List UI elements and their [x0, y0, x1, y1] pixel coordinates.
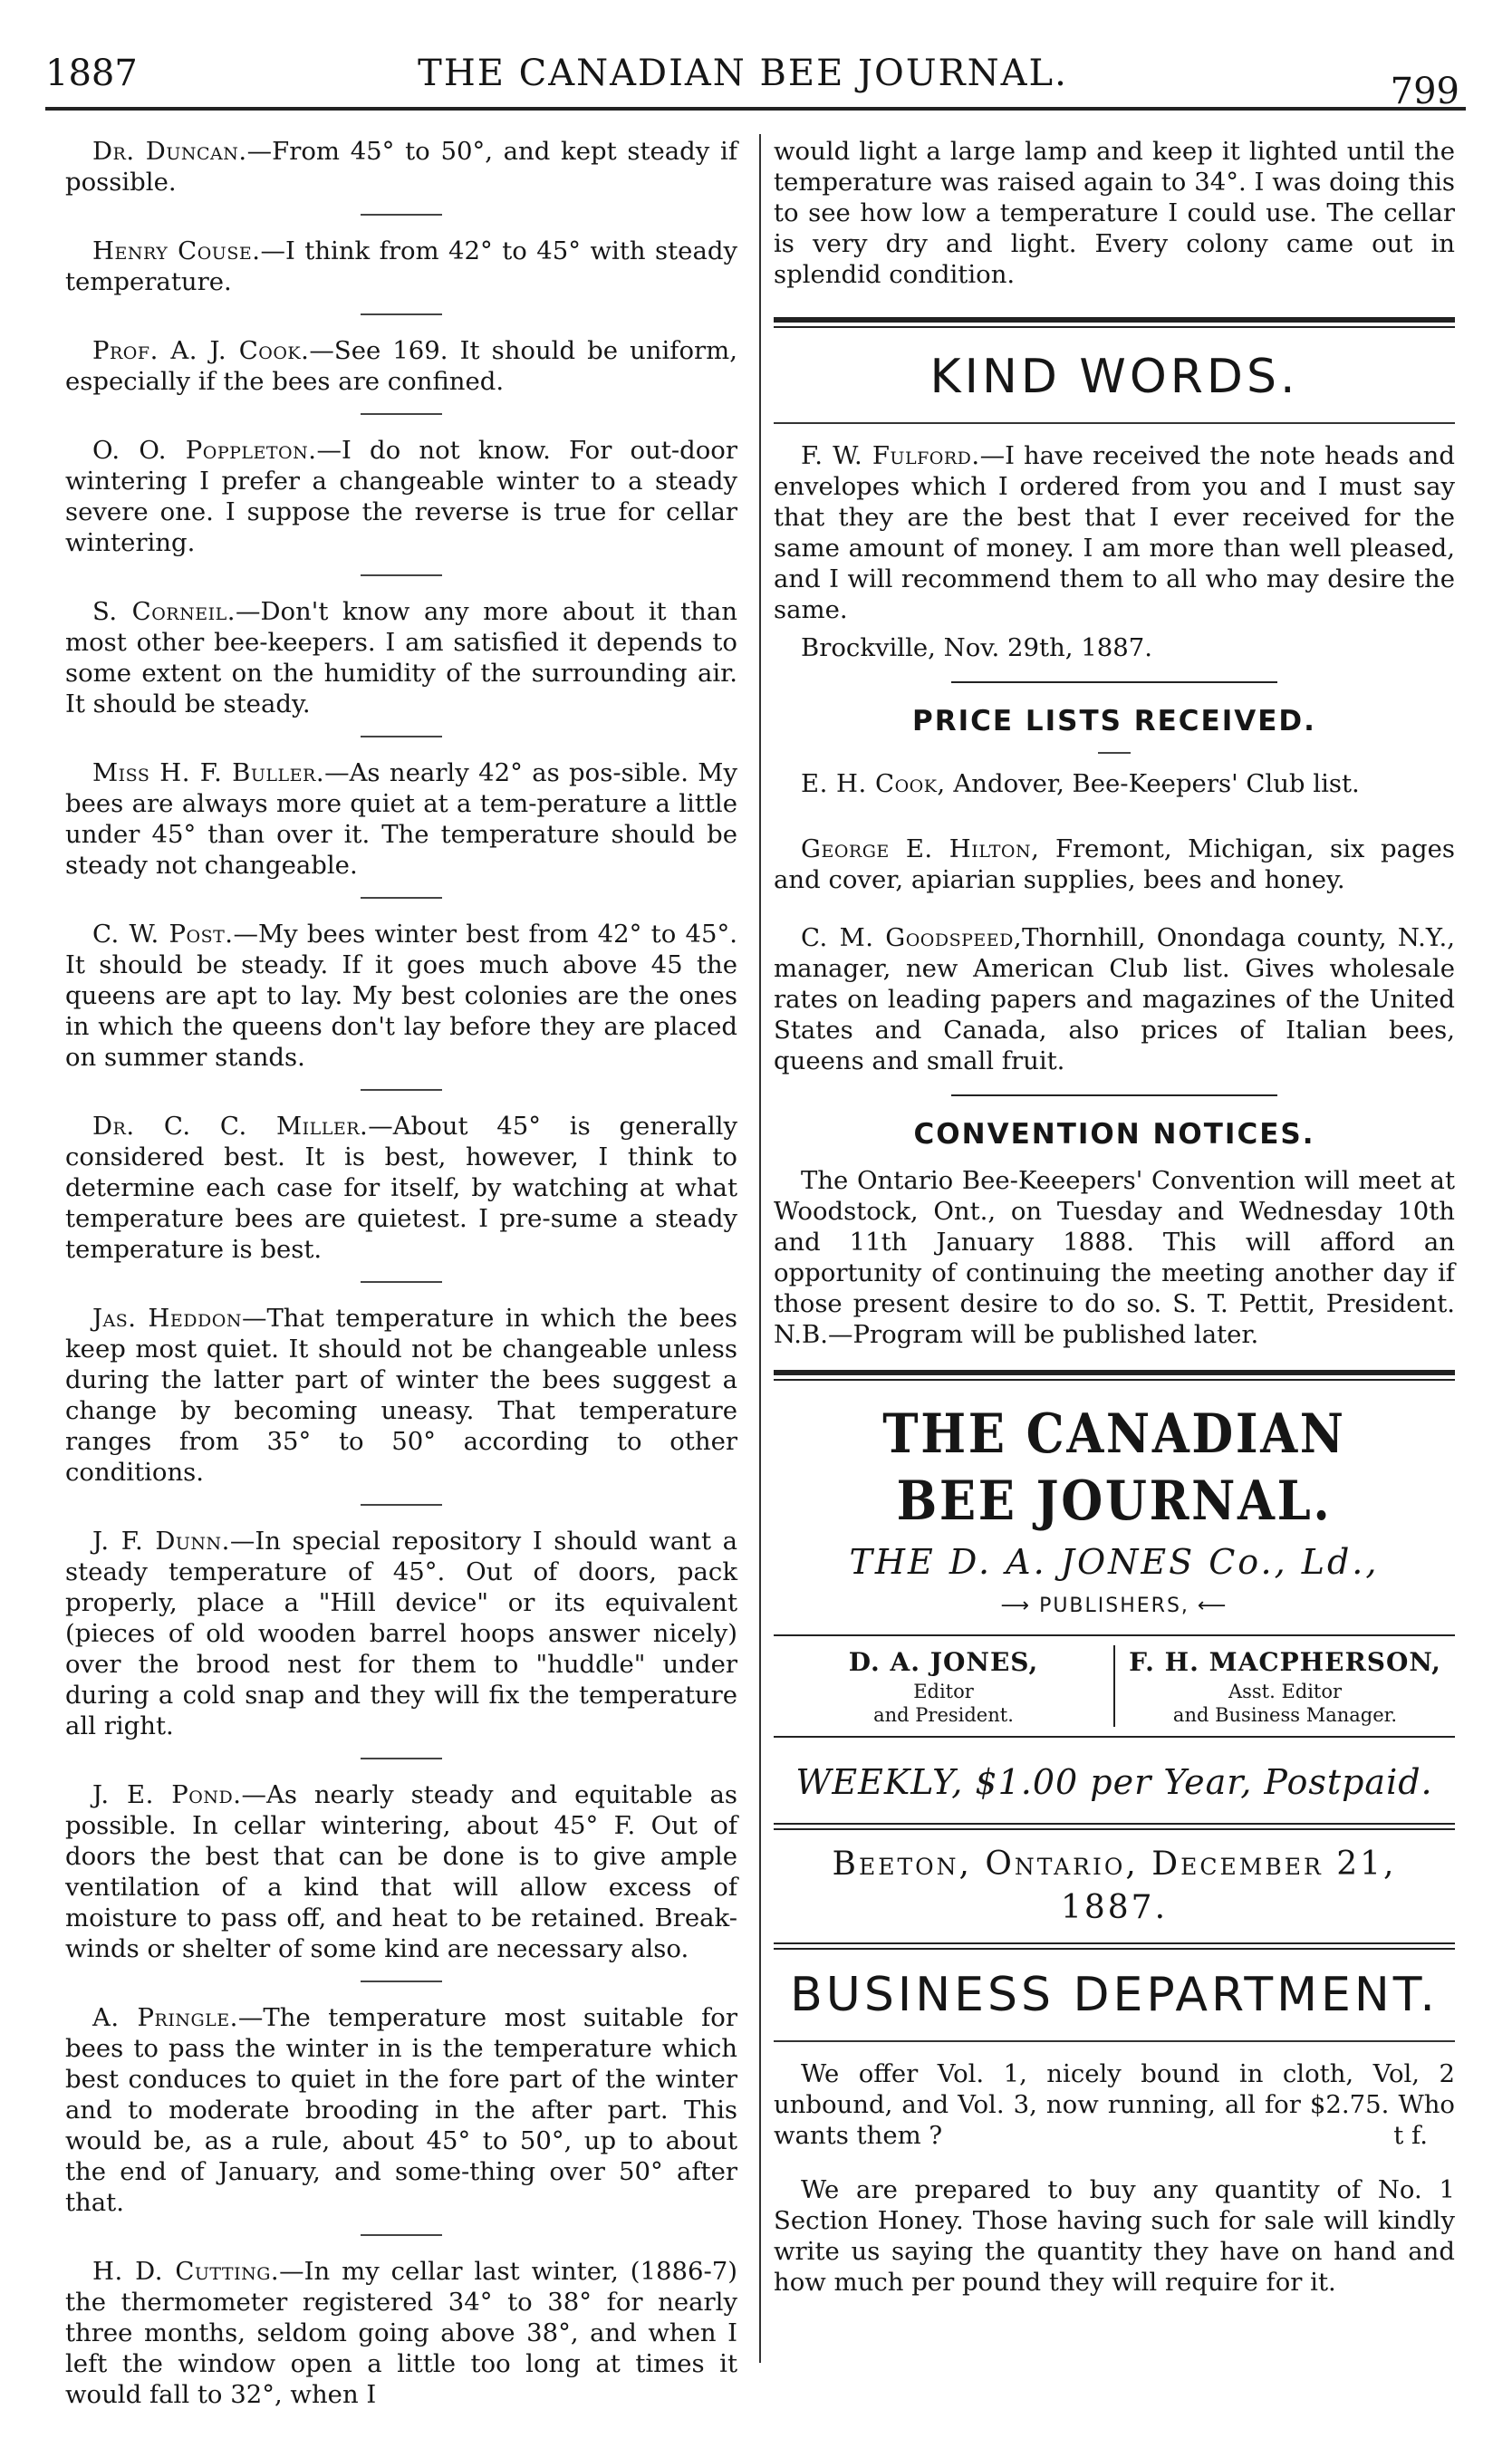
price-list-text: Fremont, Michigan, six pages and cover, apiarian supplies, bees and honey.: [774, 834, 1455, 894]
respondent-name: Dr. C. C. Miller.: [92, 1112, 369, 1141]
response-text: —Don't know any more about it than most other bee-keepers. I am satisfied it depends to some extent on the humidity of the surrounding air. It should be steady.: [65, 597, 737, 718]
response-entry: [65, 1779, 737, 1964]
double-rule: [774, 1942, 1455, 1950]
response-text: —In special repository I should want a steady temperature of 45°. Out of doors, pack properly, place a "Hill device" or its equivalent (pieces of old wooden barrel hoops answer nicely) over the brood nest for them to "huddle" under during a cold snap and they will fix the temperature all right.: [65, 1527, 737, 1740]
dateline: Beeton, Ontario, December 21, 1887.: [832, 1846, 1397, 1926]
section-rule: [774, 2040, 1455, 2042]
response-text: —From 45° to 50°, and kept steady if possible.: [65, 137, 737, 197]
price-list-source: George E. Hilton,: [801, 834, 1040, 863]
publishers-label: ⟶ PUBLISHERS, ⟵: [1000, 1595, 1228, 1617]
price-list-source: C. M. Goodspeed,: [801, 923, 1023, 952]
response-text: —See 169. It should be uniform, especially if the bees are confined.: [65, 336, 737, 396]
respondent-name: H. D. Cutting.: [92, 2257, 280, 2286]
section-rule: [774, 317, 1455, 328]
letter-signoff: Brockville, Nov. 29th, 1887.: [801, 633, 1152, 662]
header-page-number: 799: [1390, 71, 1459, 112]
convention-heading: CONVENTION NOTICES.: [913, 1118, 1315, 1151]
response-text: —In my cellar last winter, (1886-7) the thermometer registered 34° to 38° for nearly three months, seldom going above 38°, and when I left the window open a little too long at times it would fall to 32°, when I: [65, 2257, 737, 2409]
masthead-publisher: THE D. A. JONES Co., Ld.,: [849, 1542, 1380, 1582]
response-entry: [65, 596, 737, 719]
respondent-name: S. Corneil.: [92, 597, 236, 626]
respondent-name: J. E. Pond.: [92, 1780, 242, 1809]
left-column: [65, 136, 737, 2448]
price-list-item: [774, 834, 1455, 895]
editor-cell: [774, 1645, 1115, 1727]
response-entry: [65, 919, 737, 1073]
response-entry: [65, 136, 737, 198]
response-entry: [65, 1111, 737, 1265]
kind-words-letter: [774, 440, 1455, 625]
response-text: —As nearly steady and equitable as possible. In cellar wintering, about 45° F. Out of doors the best that can be done is to give ample ventilation of a kind that will allow excess of moisture to pass off, and heat to be retained. Break-winds or shelter of some kind are necessary also.: [65, 1780, 738, 1963]
column-divider: [759, 134, 761, 2363]
masthead-title: THE CANADIAN BEE JOURNAL.: [882, 1402, 1346, 1533]
price-list-item: [774, 768, 1455, 799]
response-entry: [65, 757, 737, 881]
section-rule: [774, 1370, 1455, 1381]
respondent-name: C. W. Post.: [92, 920, 234, 949]
respondent-name: J. F. Dunn.: [92, 1527, 230, 1556]
asst-editor-name: F. H. MACPHERSON,: [1129, 1647, 1441, 1677]
response-entry: [65, 335, 737, 397]
kind-words-heading: KIND WORDS.: [929, 350, 1299, 404]
response-text: —That temperature in which the bees keep most quiet. It should not be changeable unless during the latter part of winter the bees suggest a change by becoming uneasy. That temperature ranges from 35° to 50° according to other conditions.: [65, 1304, 738, 1487]
respondent-name: Prof. A. J. Cook.: [92, 336, 310, 365]
response-entry: [65, 1303, 737, 1488]
editor-role-2: and President.: [873, 1704, 1014, 1726]
double-rule: [774, 1823, 1455, 1830]
response-entry: [65, 236, 737, 297]
business-honey-notice: We are prepared to buy any quantity of No. 1 Section Honey. Those having such for sale will kindly write us saying the quantity they have on hand and how much per pound they will require for it.: [774, 2175, 1455, 2297]
editor-name: D. A. JONES,: [848, 1647, 1039, 1677]
asst-editor-role-2: and Business Manager.: [1172, 1704, 1398, 1726]
short-rule: [1098, 752, 1131, 754]
business-heading: BUSINESS DEPARTMENT.: [790, 1968, 1439, 2022]
respondent-name: Miss H. F. Buller.: [92, 758, 325, 787]
subscription-rate: WEEKLY, $1.00 per Year, Postpaid.: [795, 1762, 1433, 1802]
response-entry: [65, 2002, 737, 2218]
asst-editor-cell: [1115, 1645, 1455, 1727]
letter-author: F. W. Fulford.: [801, 441, 980, 470]
response-text: —I do not know. For out-door wintering I prefer a changeable winter to a steady severe one. I suppose the reverse is true for cellar wintering.: [65, 436, 738, 557]
publishers-text: PUBLISHERS,: [1039, 1595, 1189, 1617]
response-entry: [65, 2256, 737, 2410]
editor-role: Editor: [913, 1681, 974, 1702]
section-rule: [774, 422, 1455, 424]
response-text: —I think from 42° to 45° with steady temperature.: [65, 236, 737, 296]
response-entry: [65, 1526, 737, 1741]
response-text: —The temperature most suitable for bees to pass the winter in is the temperature which best conduces to quiet in the fore part of the winter and to moderate brooding in the after part. This would be, as a rule, about 45° to 50°, up to about the end of January, and some-thing over 50° after that.: [65, 2003, 737, 2217]
respondent-name: O. O. Poppleton.: [92, 436, 317, 465]
price-list-item: [774, 922, 1455, 1076]
price-list-text: Andover, Bee-Keepers' Club list.: [945, 769, 1360, 798]
response-text: —About 45° is generally considered best. It is best, however, I think to determine each case for itself, by watching at what temperature bees are quietest. I pre-sume a steady temperature is best.: [65, 1112, 737, 1264]
letter-text: —I have received the note heads and envelopes which I ordered from you and I must say that they are the best that I ever received for the same amount of money. I am more than well pleased, and I will recommend them to all who may desire the same.: [774, 441, 1455, 624]
price-lists-heading: PRICE LISTS RECEIVED.: [912, 705, 1316, 737]
response-entry: [65, 435, 737, 558]
respondent-name: A. Pringle.: [92, 2003, 238, 2032]
business-offer: [774, 2058, 1455, 2151]
header-title: THE CANADIAN BEE JOURNAL.: [418, 53, 1068, 94]
asst-editor-role: Asst. Editor: [1228, 1681, 1343, 1702]
continued-text: would light a large lamp and keep it lighted until the temperature was raised again to 34°. I was doing this to see how low a temperature I could use. The cellar is very dry and light. Every colony came out in splendid condition.: [774, 137, 1455, 289]
ornament-rule: [774, 674, 1455, 689]
response-text: —As nearly 42° as pos-sible. My bees are always more quiet at a tem-perature a little under 45° than over it. The temperature should be steady not changeable.: [65, 758, 737, 880]
price-list-text: Thornhill, Onondaga county, N.Y., manager, new American Club list. Gives wholesale rates on leading papers and magazines of the United States and Canada, also prices of Italian bees, queens and small fruit.: [774, 923, 1455, 1075]
response-text: —My bees winter best from 42° to 45°. It should be steady. If it goes much above 45 the queens are apt to lay. My best colonies are the ones in which the queens don't lay before they are placed on summer stands.: [65, 920, 737, 1072]
convention-text: The Ontario Bee-Keeepers' Convention will meet at Woodstock, Ont., on Tuesday and Wednesday 10th and 11th January 1888. This will afford an opportunity of continuing the meeting another day if those present desire to do so. S. T. Pettit, President. N.B.—Program will be published later.: [774, 1166, 1455, 1349]
header-rule: [45, 107, 1466, 111]
business-offer-text: We offer Vol. 1, nicely bound in cloth, Vol, 2 unbound, and Vol. 3, now running, all for $2.75. Who wants them ?: [774, 2059, 1455, 2150]
right-column: [774, 136, 1455, 2298]
respondent-name: Jas. Heddon: [92, 1304, 242, 1333]
business-offer-tag: t f.: [1393, 2121, 1428, 2150]
respondent-name: Henry Couse.: [92, 236, 261, 265]
price-list-source: E. H. Cook,: [801, 769, 946, 798]
ornament-rule: [774, 1087, 1455, 1102]
staff-box: [774, 1634, 1455, 1738]
header-year: 1887: [45, 53, 138, 94]
respondent-name: Dr. Duncan.: [92, 137, 247, 166]
